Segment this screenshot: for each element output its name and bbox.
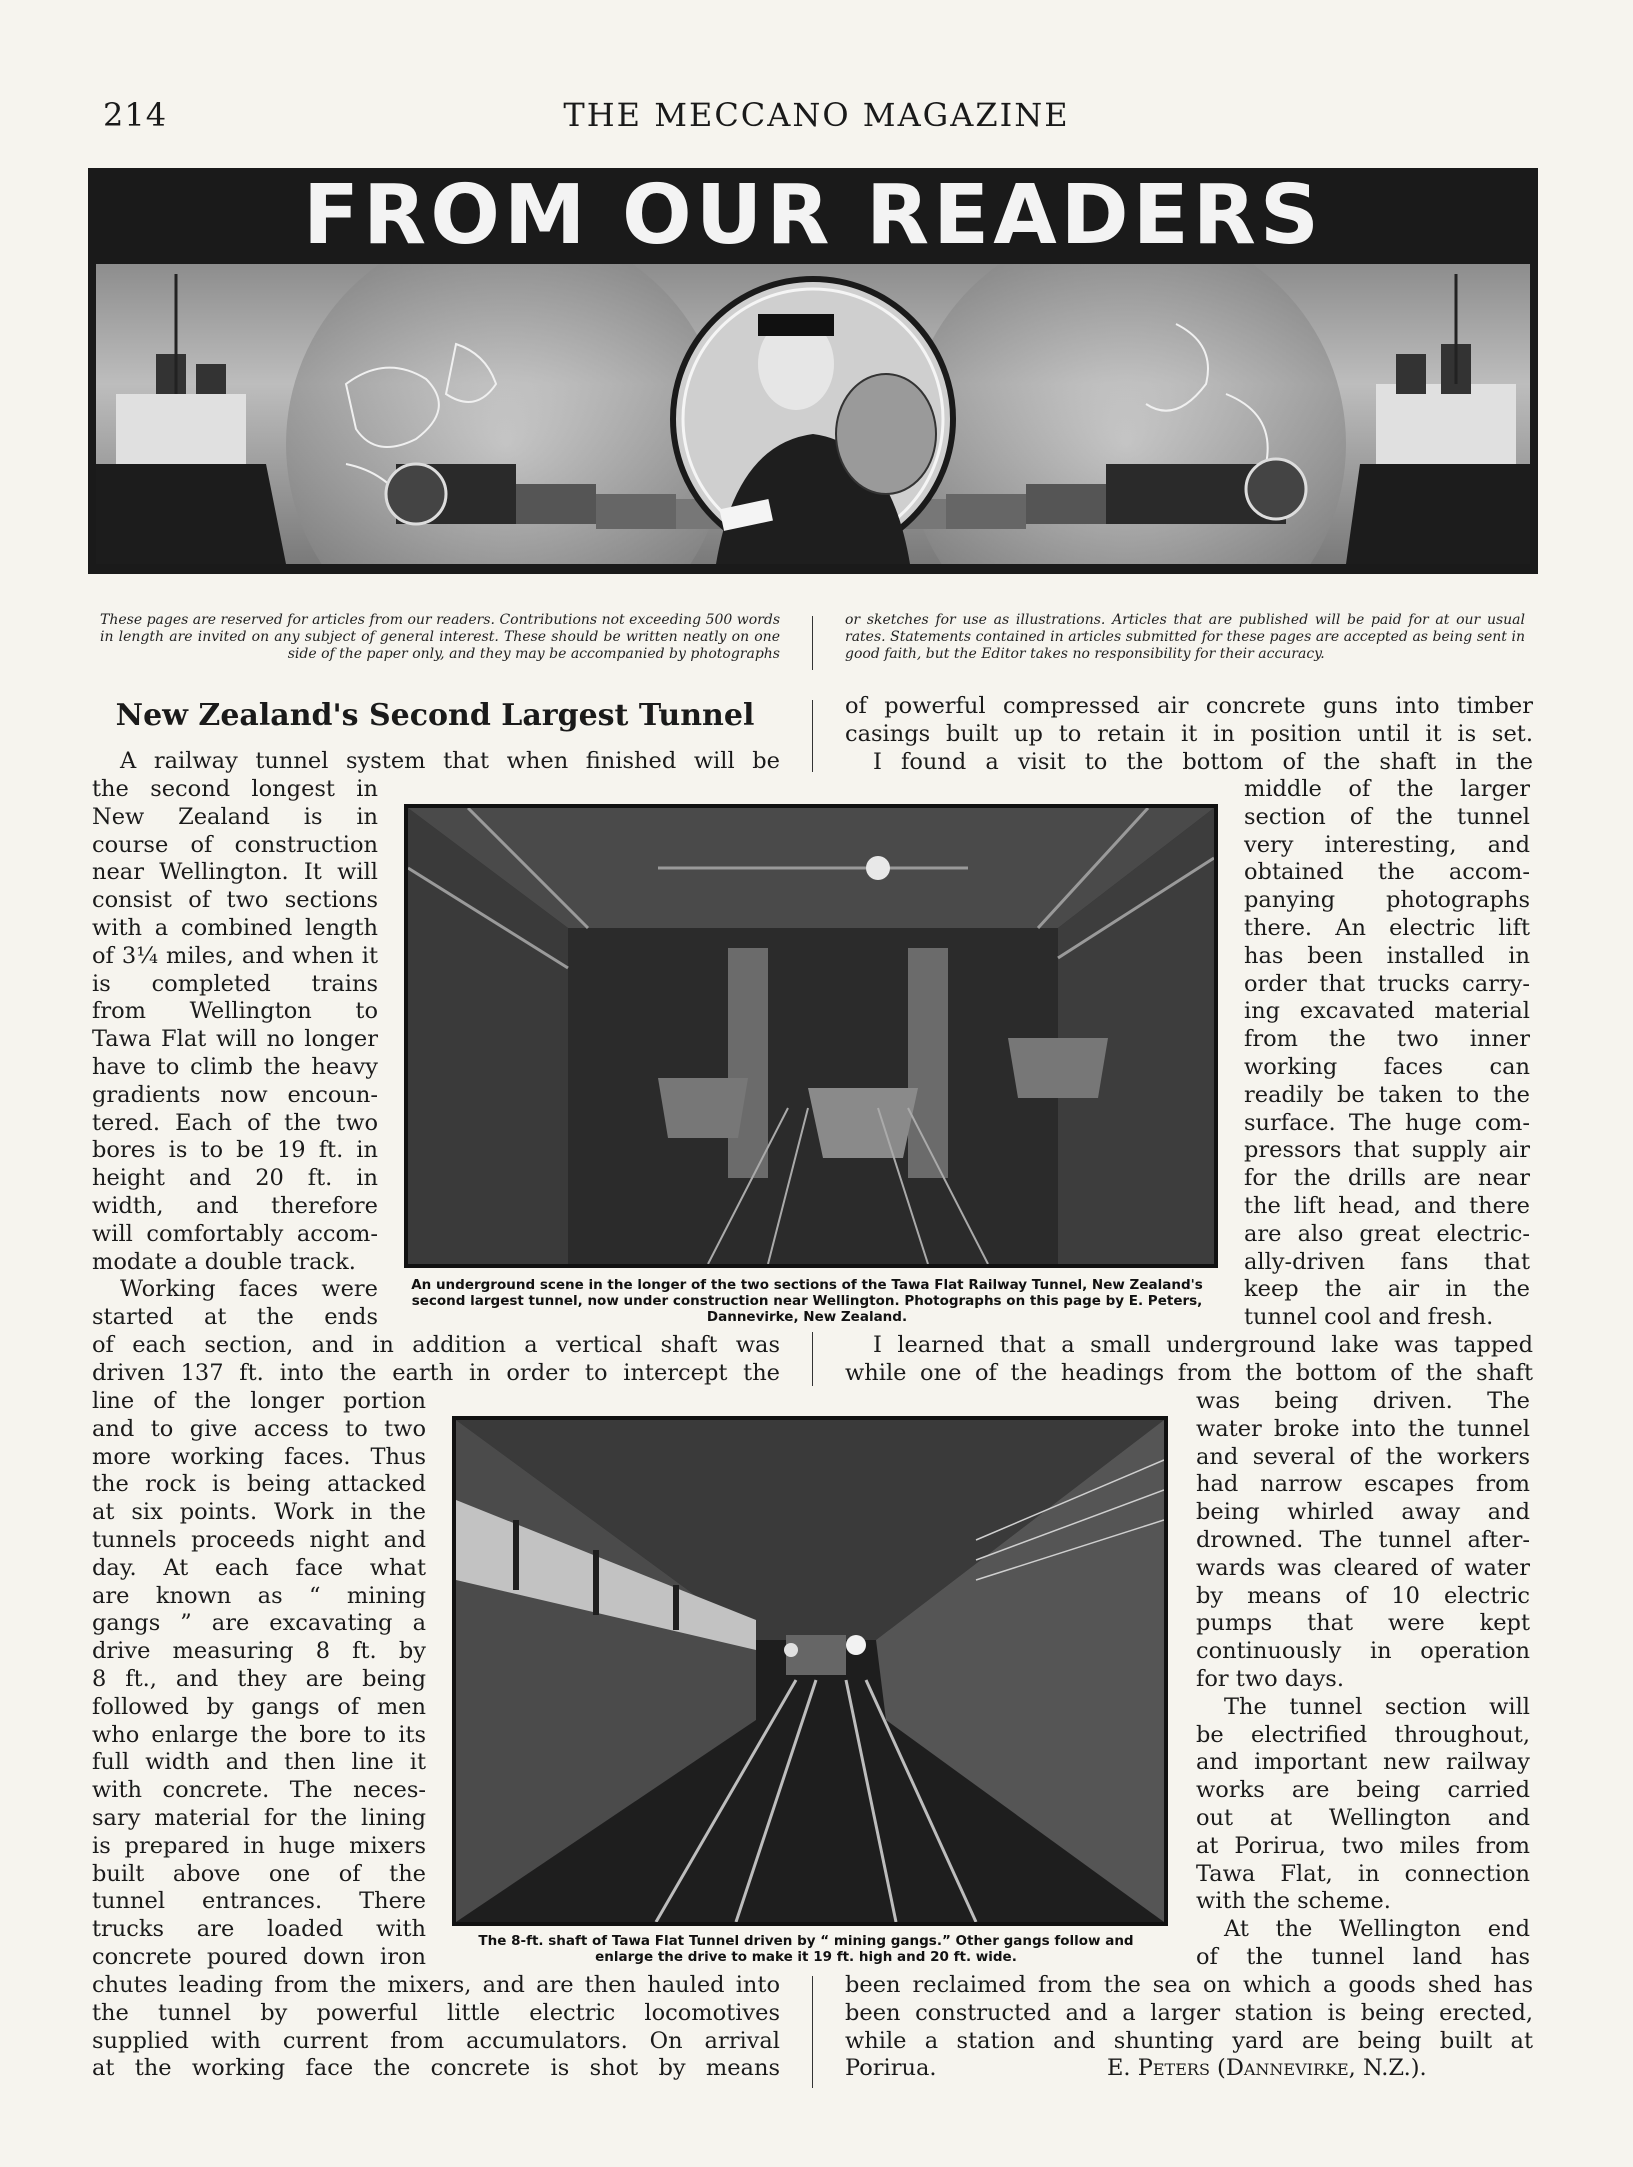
text-line: more working faces. Thus xyxy=(92,1443,426,1470)
text-line: with a combined length xyxy=(92,914,378,941)
text-line: sary material for the lining xyxy=(92,1804,426,1831)
text-line: the lift head, and there xyxy=(1244,1192,1530,1219)
col2-bottom xyxy=(845,1972,1533,2055)
column-divider xyxy=(812,700,813,772)
text-line: bores is to be 19 ft. in xyxy=(92,1137,378,1164)
text-line: tunnel cool and fresh. xyxy=(1244,1304,1494,1331)
text-line: followed by gangs of men xyxy=(92,1693,426,1720)
text-line: tunnel entrances. There xyxy=(92,1888,426,1915)
mining-shaft-photo xyxy=(452,1416,1168,1926)
text-line: be electrified throughout, xyxy=(1196,1721,1530,1748)
text-line: and to give access to two xyxy=(92,1415,426,1442)
text-line: ally-driven fans that xyxy=(1244,1248,1530,1275)
text-line: modate a double track. xyxy=(92,1248,356,1275)
text-line: from the two inner xyxy=(1244,1026,1530,1053)
text-line: out at Wellington and xyxy=(1196,1804,1530,1831)
text-line: who enlarge the bore to its xyxy=(92,1721,426,1748)
col2-signoff xyxy=(845,2055,1533,2083)
text-line: I learned that a small underground lake was tapped xyxy=(873,1332,1533,1358)
text-line: been constructed and a larger station is being erected, xyxy=(845,1999,1533,2026)
text-line: of each section, and in addition a vertical shaft was xyxy=(92,1332,780,1358)
text-line: At the Wellington end xyxy=(1224,1916,1530,1943)
text-line: at the working face the concrete is shot by means xyxy=(92,2055,780,2082)
text-line: are known as “ mining xyxy=(92,1582,426,1609)
ship-right-icon xyxy=(1346,274,1530,564)
text-line: Tawa Flat, in connection xyxy=(1196,1860,1530,1887)
notice-right: or sketches for use as illustrations. Articles that are published will be paid for at our usual rates. Statements contained in articles submitted for these pages are accepted as being sent in good faith, but the Editor takes no responsibility for their accuracy. xyxy=(845,612,1525,662)
text-line: pumps that were kept xyxy=(1196,1610,1530,1637)
text-line: of the tunnel land has xyxy=(1196,1943,1530,1970)
text-line: will comfortably accom- xyxy=(92,1220,378,1247)
text-line: The tunnel section will xyxy=(1224,1693,1530,1720)
text-line: the rock is being attacked xyxy=(92,1471,426,1498)
text-line: while a station and shunting yard are being built at xyxy=(845,2027,1533,2054)
tunnel-interior-photo xyxy=(404,804,1218,1268)
text-line: course of construction xyxy=(92,831,378,858)
text-line: tunnels proceeds night and xyxy=(92,1526,426,1553)
text-line: surface. The huge com- xyxy=(1244,1109,1530,1136)
text-line: pressors that supply air xyxy=(1244,1137,1530,1164)
text-line: wards was cleared of water xyxy=(1196,1554,1530,1581)
text-line: drive measuring 8 ft. by xyxy=(92,1638,426,1665)
photo1-caption: An underground scene in the longer of the two sections of the Tawa Flat Railway Tunnel, New Zealand's second largest tunnel, now under construction near Wellington. Photographs on this page by E. Peters, Dannevirke, New Zealand. xyxy=(411,1277,1203,1325)
text-line: drowned. The tunnel after- xyxy=(1196,1526,1530,1553)
text-line: supplied with current from accumulators. On arrival xyxy=(92,2027,780,2054)
text-line: has been installed in xyxy=(1244,942,1530,969)
text-line: panying photographs xyxy=(1244,887,1530,914)
postman-medallion-icon xyxy=(673,279,953,564)
text-line: Tawa Flat will no longer xyxy=(92,1026,378,1053)
article-headline: New Zealand's Second Largest Tunnel xyxy=(115,698,755,733)
text-line: have to climb the heavy xyxy=(92,1053,378,1080)
col2-top xyxy=(845,693,1533,776)
text-line: section of the tunnel xyxy=(1244,803,1530,830)
column-divider xyxy=(812,1332,813,1386)
notice-divider xyxy=(812,616,813,670)
text-line: had narrow escapes from xyxy=(1196,1471,1530,1498)
text-line: was being driven. The xyxy=(1196,1388,1530,1414)
notice-left: These pages are reserved for articles from our readers. Contributions not exceeding 500 words in length are invited on any subject of general interest. These should be written neatly on one side of the paper only, and they may be accompanied by photographs xyxy=(100,612,780,662)
col2-beside-photo1 xyxy=(1244,776,1530,1332)
text-line: 8 ft., and they are being xyxy=(92,1665,426,1692)
text-line: at Porirua, two miles from xyxy=(1196,1832,1530,1859)
section-banner xyxy=(88,168,1538,574)
text-line: Porirua. xyxy=(845,2055,937,2081)
text-line: at six points. Work in the xyxy=(92,1499,426,1526)
text-line: order that trucks carry- xyxy=(1244,970,1530,997)
text-line: being whirled away and xyxy=(1196,1499,1530,1526)
text-line: by means of 10 electric xyxy=(1196,1582,1530,1609)
text-line: tered. Each of the two xyxy=(92,1109,378,1136)
text-line: height and 20 ft. in xyxy=(92,1165,378,1192)
text-line: day. At each face what xyxy=(92,1554,426,1581)
text-line: with concrete. The neces- xyxy=(92,1777,426,1804)
text-line: ing excavated material xyxy=(1244,998,1530,1025)
text-line: keep the air in the xyxy=(1244,1276,1530,1303)
text-line: is prepared in huge mixers xyxy=(92,1832,426,1859)
text-line: are also great electric- xyxy=(1244,1220,1530,1247)
text-line: I found a visit to the bottom of the shaft in the xyxy=(873,748,1533,775)
text-line: been reclaimed from the sea on which a goods shed has xyxy=(845,1972,1533,1998)
text-line: with the scheme. xyxy=(1196,1888,1391,1915)
banner-title: FROM OUR READERS xyxy=(303,168,1323,263)
text-line: the second longest in xyxy=(92,776,378,802)
column-divider xyxy=(812,1976,813,2088)
text-line: started at the ends xyxy=(92,1304,378,1331)
col1-beside-photo1 xyxy=(92,776,378,1332)
text-line: very interesting, and xyxy=(1244,831,1530,858)
text-line: works are being carried xyxy=(1196,1777,1530,1804)
text-line: obtained the accom- xyxy=(1244,859,1530,886)
page-number: 214 xyxy=(103,96,168,134)
text-line: gangs ” are excavating a xyxy=(92,1610,426,1637)
text-line: A railway tunnel system that when finished will be xyxy=(120,748,780,774)
text-line: of 3¼ miles, and when it xyxy=(92,942,378,969)
text-line: readily be taken to the xyxy=(1244,1081,1530,1108)
text-line: full width and then line it xyxy=(92,1749,426,1776)
text-line: working faces can xyxy=(1244,1053,1530,1080)
ship-left-icon xyxy=(96,274,286,564)
text-line: and important new railway xyxy=(1196,1749,1530,1776)
banner-illustration xyxy=(96,264,1530,564)
text-line: built above one of the xyxy=(92,1860,426,1887)
magazine-title: THE MECCANO MAGAZINE xyxy=(563,96,1070,134)
text-line: near Wellington. It will xyxy=(92,859,378,886)
text-line: gradients now encoun- xyxy=(92,1081,378,1108)
text-line: Working faces were xyxy=(120,1276,378,1303)
text-line: middle of the larger xyxy=(1244,776,1530,802)
text-line: line of the longer portion xyxy=(92,1388,426,1414)
text-line: of powerful compressed air concrete guns into timber xyxy=(845,693,1533,719)
text-line: casings built up to retain it in position until it is set. xyxy=(845,720,1533,747)
text-line: trucks are loaded with xyxy=(92,1916,426,1943)
col1-beside-photo2 xyxy=(92,1388,426,1972)
text-line: while one of the headings from the bottom of the shaft xyxy=(845,1359,1533,1386)
text-line: driven 137 ft. into the earth in order to intercept the xyxy=(92,1359,780,1386)
col1-top xyxy=(92,748,780,776)
author-signature: E. Peters (Dannevirke, N.Z.). xyxy=(1107,2055,1427,2081)
text-line: New Zealand is in xyxy=(92,803,378,830)
text-line: concrete poured down iron xyxy=(92,1943,426,1970)
text-line: is completed trains xyxy=(92,970,378,997)
text-line: and several of the workers xyxy=(1196,1443,1530,1470)
text-line: the tunnel by powerful little electric locomotives xyxy=(92,1999,780,2026)
text-line: width, and therefore xyxy=(92,1192,378,1219)
text-line: there. An electric lift xyxy=(1244,914,1530,941)
text-line: for the drills are near xyxy=(1244,1165,1530,1192)
col1-bottom xyxy=(92,1972,780,2083)
text-line: chutes leading from the mixers, and are then hauled into xyxy=(92,1972,780,1998)
photo2-caption: The 8-ft. shaft of Tawa Flat Tunnel driven by “ mining gangs.” Other gangs follow and enlarge the drive to make it 19 ft. high and 20 ft. wide. xyxy=(478,1933,1134,1965)
col2-mid xyxy=(845,1332,1533,1388)
text-line: consist of two sections xyxy=(92,887,378,914)
text-line: continuously in operation xyxy=(1196,1638,1530,1665)
col1-mid xyxy=(92,1332,780,1388)
text-line: for two days. xyxy=(1196,1665,1345,1692)
col2-beside-photo2 xyxy=(1196,1388,1530,1972)
text-line: from Wellington to xyxy=(92,998,378,1025)
text-line: water broke into the tunnel xyxy=(1196,1415,1530,1442)
